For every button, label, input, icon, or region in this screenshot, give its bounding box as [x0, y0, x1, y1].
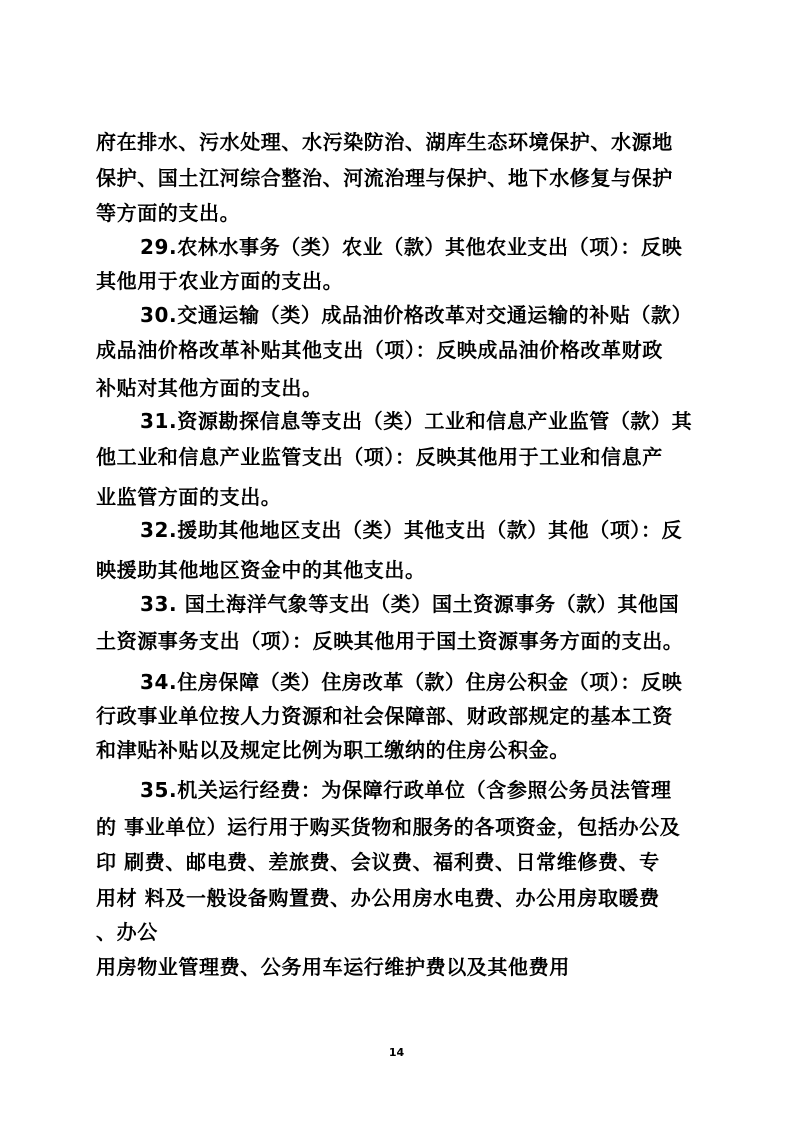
text-line: 保护、国土江河综合整治、河流治理与保护、地下水修复与保护 — [96, 166, 673, 190]
text-line: 33. 国土海洋气象等支出（类）国土资源事务（款）其他国 — [140, 592, 680, 616]
text-line: 土资源事务支出（项）：反映其他用于国土资源事务方面的支出。 — [96, 629, 684, 653]
text-line: 行政事业单位按人力资源和社会保障部、财政部规定的基本工资 — [96, 704, 673, 728]
text-line: 29.农林水事务（类）农业（款）其他农业支出（项）：反映 — [140, 235, 683, 259]
text-line: 、办公 — [96, 920, 158, 944]
text-line: 34.住房保障（类）住房改革（款）住房公积金（项）：反映 — [140, 670, 683, 694]
text-line: 印 刷费、邮电费、差旅费、会议费、福利费、日常维修费、专 — [96, 850, 660, 874]
text-line: 的 事业单位）运行用于购买货物和服务的各项资金，包括办公及 — [96, 815, 681, 839]
text-line: 用房物业管理费、公务用车运行维护费以及其他费用 — [96, 955, 570, 979]
text-line: 业监管方面的支出。 — [96, 485, 282, 509]
page-number: 14 — [388, 1046, 405, 1059]
text-line: 30.交通运输（类）成品油价格改革对交通运输的补贴（款） — [140, 303, 693, 327]
text-line: 和津贴补贴以及规定比例为职工缴纳的住房公积金。 — [96, 738, 570, 762]
text-line: 府在排水、污水处理、水污染防治、湖库生态环境保护、水源地 — [96, 130, 673, 154]
text-line: 其他用于农业方面的支出。 — [96, 269, 344, 293]
text-line: 等方面的支出。 — [96, 201, 241, 225]
text-line: 他工业和信息产业监管支出（项）：反映其他用于工业和信息产 — [96, 445, 663, 469]
text-line: 用材 料及一般设备购置费、办公用房水电费、办公用房取暖费 — [96, 886, 660, 910]
text-line: 32.援助其他地区支出（类）其他支出（款）其他（项）：反 — [140, 518, 683, 542]
text-line: 成品油价格改革补贴其他支出（项）：反映成品油价格改革财政 — [96, 338, 663, 362]
text-line: 31.资源勘探信息等支出（类）工业和信息产业监管（款）其 — [140, 409, 693, 433]
text-line: 映援助其他地区资金中的其他支出。 — [96, 558, 426, 582]
text-line: 补贴对其他方面的支出。 — [96, 376, 323, 400]
text-line: 35.机关运行经费：为保障行政单位（含参照公务员法管理 — [140, 778, 672, 802]
